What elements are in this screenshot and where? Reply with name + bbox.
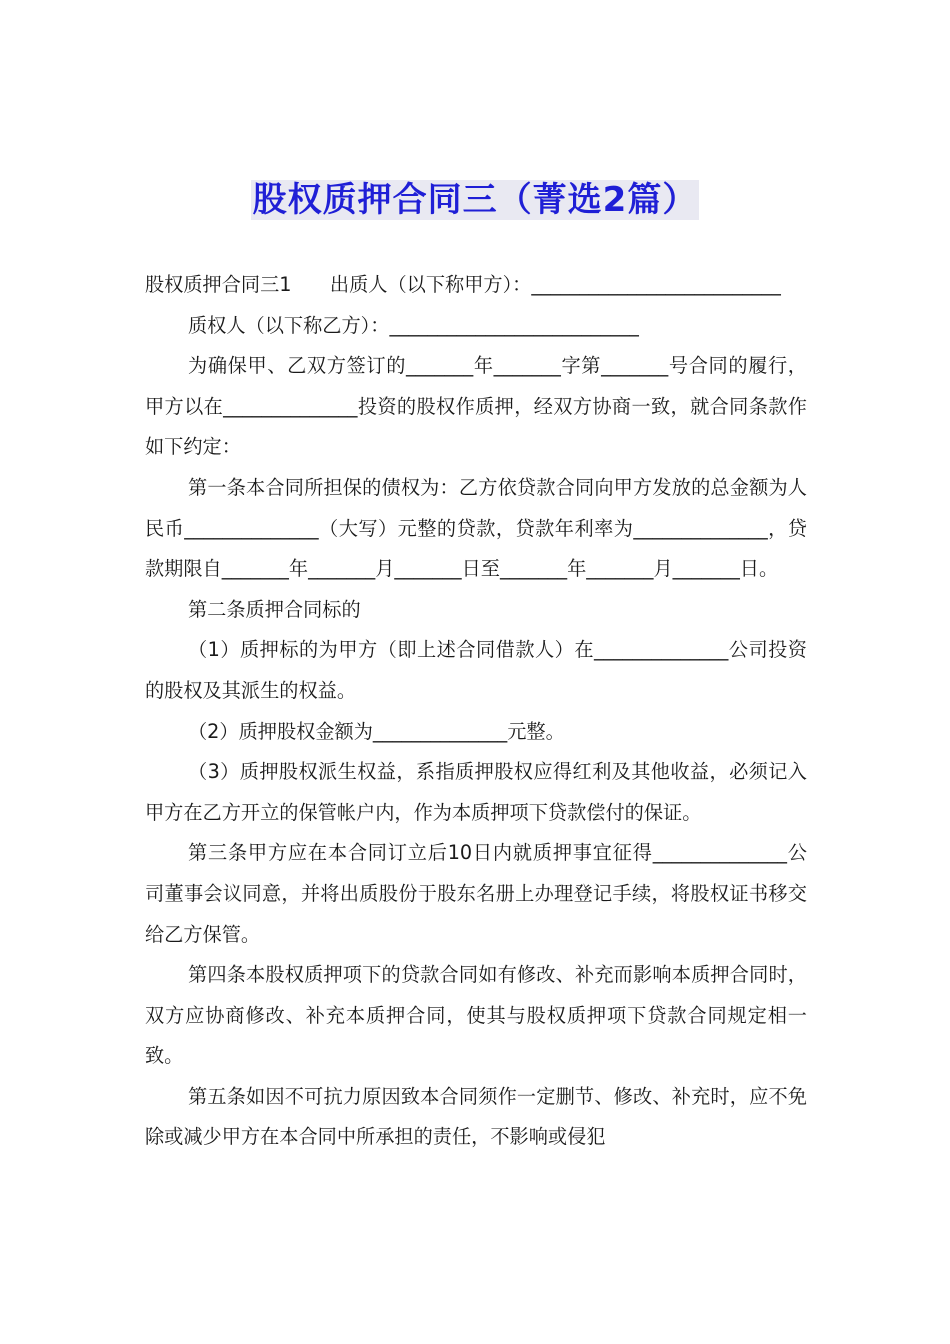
- paragraph-pledgee: 质权人（以下称乙方）：__________________________: [188, 313, 639, 337]
- paragraph-article-4: 第四条本股权质押项下的贷款合同如有修改、补充而影响本质押合同时，双方应协商修改、补充本质押合同，使其与股权质押项下贷款合同规定相一致。: [145, 963, 807, 1068]
- document-title: [0, 176, 950, 224]
- paragraph-article-2-item-1: （1）质押标的为甲方（即上述合同借款人）在______________公司投资的股权及其派生的权益。: [145, 638, 807, 702]
- paragraph-article-2-item-3: （3）质押股权派生权益，系指质押股权应得红利及其他收益，必须记入甲方在乙方开立的保管帐户内，作为本质押项下贷款偿付的保证。: [145, 760, 807, 824]
- document-title-text: 股权质押合同三（菁选2篇）: [252, 180, 698, 220]
- document-body: [145, 265, 807, 1158]
- paragraph-article-5: 第五条如因不可抗力原因致本合同须作一定删节、修改、补充时，应不免除或减少甲方在本合同中所承担的责任，不影响或侵犯: [145, 1084, 807, 1149]
- paragraph-article-2: 第二条质押合同标的: [188, 597, 361, 621]
- paragraph-intro: 股权质押合同三1 出质人（以下称甲方）：__________________________: [145, 273, 781, 296]
- paragraph-article-3: 第三条甲方应在本合同订立后10日内就质押事宜征得______________公司董事会议同意，并将出质股份于股东名册上办理登记手续，将股权证书移交给乙方保管。: [145, 841, 807, 946]
- paragraph-article-2-item-2: （2）质押股权金额为______________元整。: [188, 719, 565, 743]
- paragraph-purpose: 为确保甲、乙双方签订的_______年_______字第_______号合同的履行，甲方以在______________投资的股权作质押，经双方协商一致，就合同条款作如下约定：: [145, 354, 807, 459]
- paragraph-article-1: 第一条本合同所担保的债权为：乙方依贷款合同向甲方发放的总金额为人民币______________（大写）元整的贷款，贷款年利率为______________，贷款期限自_______年_______月_______日至_______年_______月_______日。: [145, 475, 807, 581]
